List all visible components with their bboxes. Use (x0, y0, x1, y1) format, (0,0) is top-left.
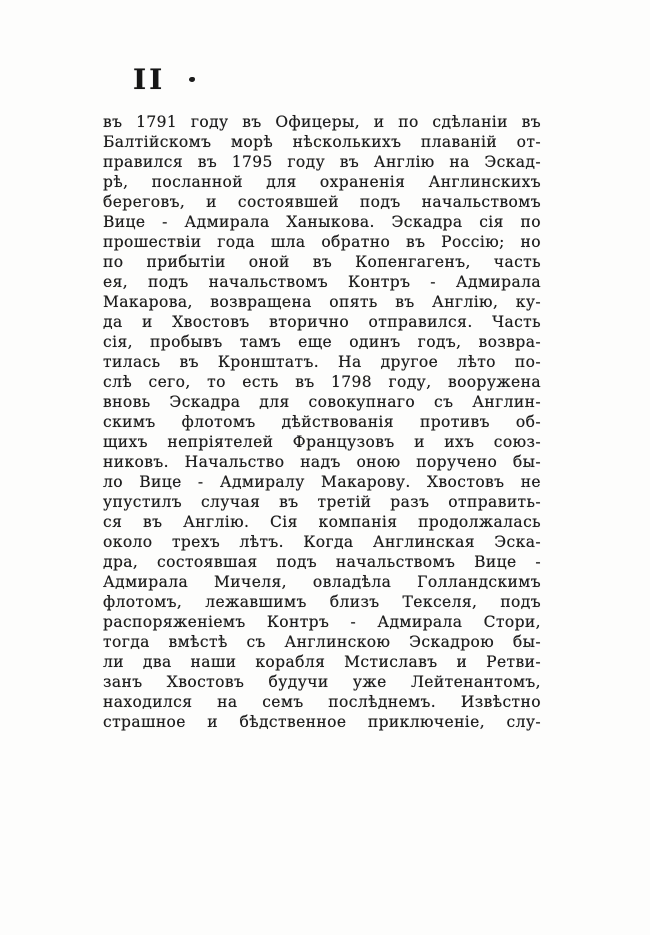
text-line: прошествіи года шла обратно въ Россію; но (103, 233, 541, 251)
body-text (103, 112, 541, 732)
text-line: страшное и бѣдственное приключеніе, слу- (103, 713, 541, 731)
text-line: скимъ флотомъ дѣйствованія противъ об- (103, 413, 541, 431)
text-line: ло Вице - Адмиралу Макарову. Хвостовъ не (103, 473, 541, 491)
text-line: Балтійскомъ морѣ нѣсколькихъ плаваній от- (103, 133, 541, 151)
text-line: находился на семъ послѣднемъ. Извѣстно (103, 693, 541, 711)
text-line: сія, пробывъ тамъ еще одинъ годъ, возвра- (103, 333, 541, 351)
text-line: въ 1791 году въ Офицеры, и по сдѣланіи въ (103, 113, 541, 131)
text-line: вновь Эскадра для совокупнаго съ Англин- (103, 393, 541, 411)
text-line: да и Хвостовъ вторично отправился. Часть (103, 313, 541, 331)
text-line: правился въ 1795 году въ Англію на Эскад- (103, 153, 541, 171)
text-line: слѣ сего, то есть въ 1798 году, вооружена (103, 373, 541, 391)
text-line: Макарова, возвращена опять въ Англію, ку- (103, 293, 541, 311)
text-line: тогда вмѣстѣ съ Англинскою Эскадрою бы- (103, 633, 541, 651)
text-line: упустилъ случая въ третій разъ отправить- (103, 493, 541, 511)
text-line: ли два наши корабля Мстиславъ и Ретви- (103, 653, 541, 671)
text-line: рѣ, посланной для охраненія Англинскихъ (103, 173, 541, 191)
text-line: ея, подъ начальствомъ Контръ - Адмирала (103, 273, 541, 291)
text-line: дра, состоявшая подъ начальствомъ Вице - (103, 553, 541, 571)
text-line: тилась въ Кронштатъ. На другое лѣто по- (103, 353, 541, 371)
ink-speck-icon (189, 77, 195, 82)
text-line: занъ Хвостовъ будучи уже Лейтенантомъ, (103, 673, 541, 691)
text-line: около трехъ лѣтъ. Когда Англинская Эска- (103, 533, 541, 551)
text-line: по прибытіи оной въ Копенгагенъ, часть (103, 253, 541, 271)
text-line: распоряженіемъ Контръ - Адмирала Стори, (103, 613, 541, 631)
text-line: флотомъ, лежавшимъ близъ Текселя, подъ (103, 593, 541, 611)
page-number: II (133, 63, 166, 96)
text-line: Адмирала Мичеля, овладѣла Голландскимъ (103, 573, 541, 591)
text-line: щихъ непріятелей Французовъ и ихъ союз- (103, 433, 541, 451)
text-line: Вице - Адмирала Ханыкова. Эскадра сія по (103, 213, 541, 231)
text-line: никовъ. Начальство надъ оною поручено бы- (103, 453, 541, 471)
text-line: береговъ, и состоявшей подъ начальствомъ (103, 193, 541, 211)
text-line: ся въ Англію. Сія компанія продолжалась (103, 513, 541, 531)
